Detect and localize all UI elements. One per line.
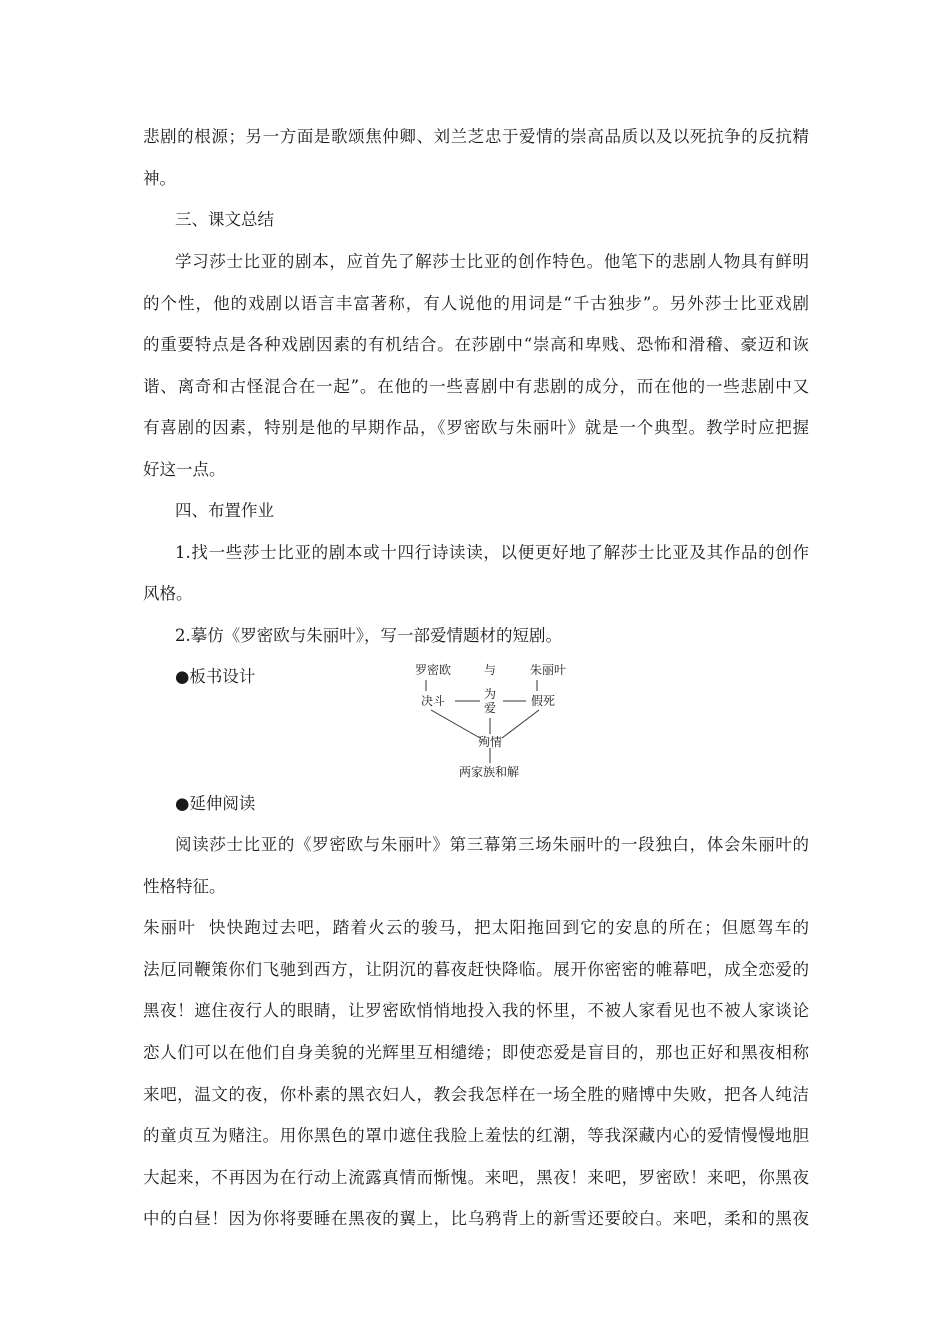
monologue-line: 中的白昼！因为你将要睡在黑夜的翼上，比乌鸦背上的新雪还要皎白。来吧，柔和的黑夜 — [143, 1209, 809, 1228]
diagram-node-juliet: 朱丽叶 — [530, 663, 567, 677]
paragraph-line: 风格。 — [143, 584, 193, 603]
connector-duel-martyr — [431, 710, 480, 738]
paragraph-line: 悲剧的根源；另一方面是歌颂焦仲卿、刘兰芝忠于爱情的崇高品质以及以死抗争的反抗精 — [143, 127, 809, 146]
monologue-line: 的童贞互为赌注。用你黑色的罩巾遮住我脸上羞怯的红潮，等我深藏内心的爱情慢慢地胆 — [143, 1126, 809, 1145]
diagram-node-reconcile: 两家族和解 — [459, 765, 520, 779]
diagram-node-fake-death: 假死 — [531, 694, 556, 708]
monologue-line: 恋人们可以在他们自身美貌的光辉里互相缱绻；即使恋爱是盲目的，那也正好和黑夜相称 — [143, 1043, 809, 1062]
paragraph-line: 有喜剧的因素，特别是他的早期作品，《罗密欧与朱丽叶》就是一个典型。教学时应把握 — [143, 418, 809, 437]
monologue-line: 大起来，不再因为在行动上流露真情而惭愧。来吧，黑夜！来吧，罗密欧！来吧，你黑夜 — [143, 1168, 809, 1187]
diagram-node-for: 为 — [484, 687, 497, 701]
paragraph-line: 的个性，他的戏剧以语言丰富著称，有人说他的用词是“千古独步”。另外莎士比亚戏剧 — [143, 294, 809, 313]
diagram-node-romeo: 罗密欧 — [415, 663, 452, 677]
paragraph-line: 性格特征。 — [143, 877, 226, 896]
diagram-node-duel: 决斗 — [421, 694, 446, 708]
section-heading-board-design: ●板书设计 — [175, 667, 256, 686]
monologue-line: 来吧，温文的夜，你朴素的黑衣妇人，教会我怎样在一场全胜的赌博中失败，把各人纯洁 — [143, 1085, 809, 1104]
paragraph-line: 阅读莎士比亚的《罗密欧与朱丽叶》第三幕第三场朱丽叶的一段独白，体会朱丽叶的 — [175, 835, 809, 854]
section-heading-extended-reading: ●延伸阅读 — [175, 794, 256, 813]
connector-fakedeath-martyr — [502, 710, 539, 738]
section-heading-summary: 三、课文总结 — [175, 210, 274, 229]
section-heading-homework: 四、布置作业 — [175, 501, 274, 520]
homework-item-1: 1.找一些莎士比亚的剧本或十四行诗读读，以便更好地了解莎士比亚及其作品的创作 — [175, 543, 809, 562]
monologue-line: 朱丽叶 快快跑过去吧，踏着火云的骏马，把太阳拖回到它的安息的所在；但愿驾车的 — [143, 918, 809, 937]
paragraph-line: 神。 — [143, 169, 176, 188]
board-design-diagram — [400, 658, 600, 788]
paragraph-line: 的重要特点是各种戏剧因素的有机结合。在莎剧中“崇高和卑贱、恐怖和滑稽、豪迈和诙 — [143, 335, 809, 354]
diagram-node-martyr: 殉情 — [478, 735, 503, 749]
monologue-line: 法厄同鞭策你们飞驰到西方，让阴沉的暮夜赶快降临。展开你密密的帷幕吧，成全恋爱的 — [143, 960, 809, 979]
paragraph-line: 学习莎士比亚的剧本，应首先了解莎士比亚的创作特色。他笔下的悲剧人物具有鲜明 — [175, 252, 809, 271]
paragraph-line: 好这一点。 — [143, 460, 226, 479]
monologue-line: 黑夜！遮住夜行人的眼睛，让罗密欧悄悄地投入我的怀里，不被人家看见也不被人家谈论 — [143, 1001, 809, 1020]
diagram-node-love: 爱 — [484, 701, 497, 715]
diagram-node-and: 与 — [484, 663, 497, 677]
paragraph-line: 谐、离奇和古怪混合在一起”。在他的一些喜剧中有悲剧的成分，而在他的一些悲剧中又 — [143, 377, 809, 396]
homework-item-2: 2.摹仿《罗密欧与朱丽叶》，写一部爱情题材的短剧。 — [175, 626, 562, 645]
